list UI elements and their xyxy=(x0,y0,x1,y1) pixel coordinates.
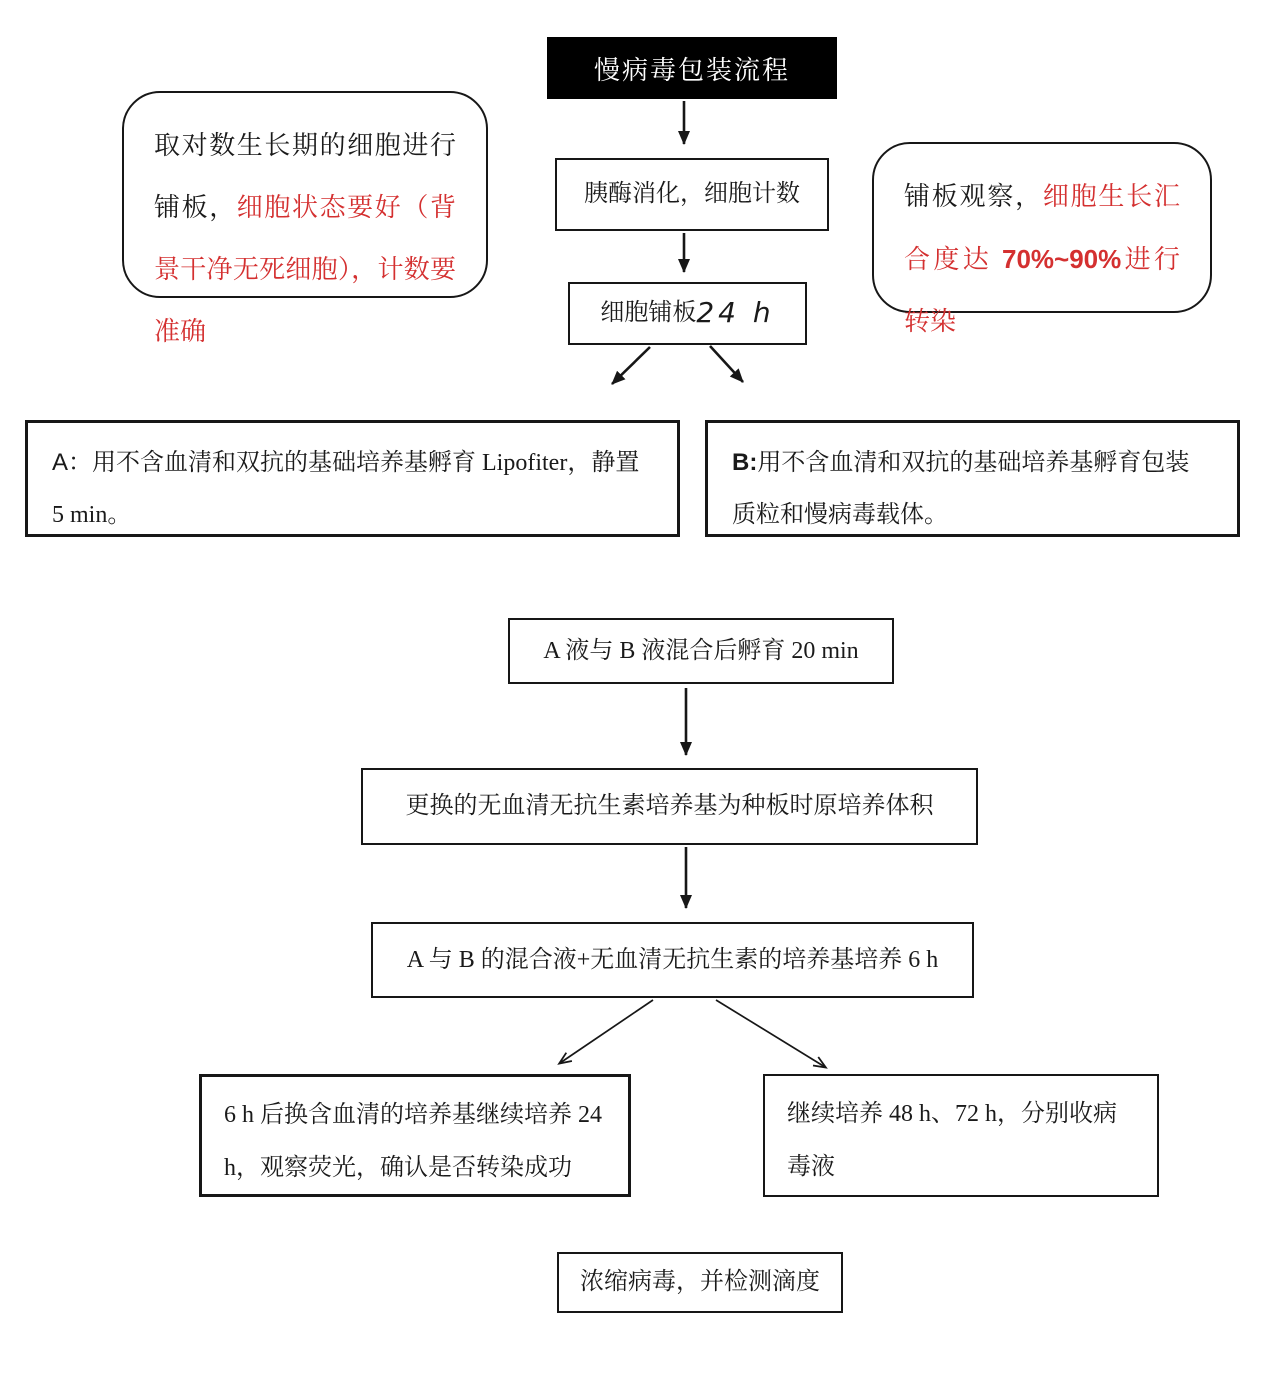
step-plate-box xyxy=(568,282,807,345)
note-confluence xyxy=(872,142,1212,336)
arrow-plate-to-a xyxy=(612,347,650,384)
step-medium-box xyxy=(361,768,978,845)
step-plate-label: 细胞铺板 xyxy=(600,300,697,327)
step-medium-label: 更换的无血清无抗生素培养基为种板时原培养体积 xyxy=(405,793,934,820)
note-plating-quality xyxy=(122,91,488,346)
step-check-label: 6 h 后换含血清的培养基继续培养 24 h，观察荧光，确认是否转染成功 xyxy=(224,1102,602,1181)
box-b-text: 用不含血清和双抗的基础培养基孵育包装质粒和慢病毒载体。 xyxy=(732,450,1190,528)
title-box xyxy=(547,37,837,99)
step-harvest-label: 继续培养 48 h、72 h，分别收病毒液 xyxy=(787,1101,1117,1180)
step-plate-time: 24 h xyxy=(696,296,775,330)
box-b-text-wrap xyxy=(732,437,1213,541)
page-title: 慢病毒包装流程 xyxy=(593,55,790,85)
note-left-red-text: 细胞状态要好（背景干净无死细胞），计数要准确 xyxy=(154,193,456,346)
arrow-culture6h-to-harvest xyxy=(716,1000,825,1067)
step-harvest-text-wrap xyxy=(787,1088,1135,1194)
step-harvest-virus-box xyxy=(763,1074,1159,1197)
note-right-percentage: 70%~90% xyxy=(1001,244,1122,274)
box-a-lipofiter xyxy=(25,420,680,537)
note-right-black-text: 铺板观察， xyxy=(904,182,1043,211)
box-b-label: B: xyxy=(732,449,758,476)
step-mix-label: A 液与 B 液混合后孵育 20 min xyxy=(543,637,859,664)
note-left-black-text: 取对数生长期的细胞进行铺板， xyxy=(154,131,456,222)
arrow-culture6h-to-check xyxy=(560,1000,653,1063)
step-culture6h-box xyxy=(371,922,974,998)
box-a-text: 用不含血清和双抗的基础培养基孵育 Lipofiter，静置 5 min。 xyxy=(52,450,640,528)
step-trypsin-box xyxy=(555,158,829,231)
step-check-fluorescence-box xyxy=(199,1074,631,1197)
note-right-red-text: 细胞生长汇合度达 xyxy=(904,182,1180,274)
step-check-text-wrap xyxy=(224,1089,606,1195)
box-a-label: A： xyxy=(52,449,93,476)
note-right-red-tail: 进行转染 xyxy=(904,245,1180,336)
box-a-text-wrap xyxy=(52,437,653,541)
box-b-plasmid xyxy=(705,420,1240,537)
step-culture6h-label: A 与 B 的混合液+无血清无抗生素的培养基培养 6 h xyxy=(406,946,939,973)
step-trypsin-label: 胰酶消化，细胞计数 xyxy=(584,181,800,208)
step-concentrate-label: 浓缩病毒，并检测滴度 xyxy=(580,1269,820,1296)
arrow-plate-to-b xyxy=(710,346,743,382)
step-mix-box xyxy=(508,618,894,684)
step-concentrate-box xyxy=(557,1252,843,1313)
